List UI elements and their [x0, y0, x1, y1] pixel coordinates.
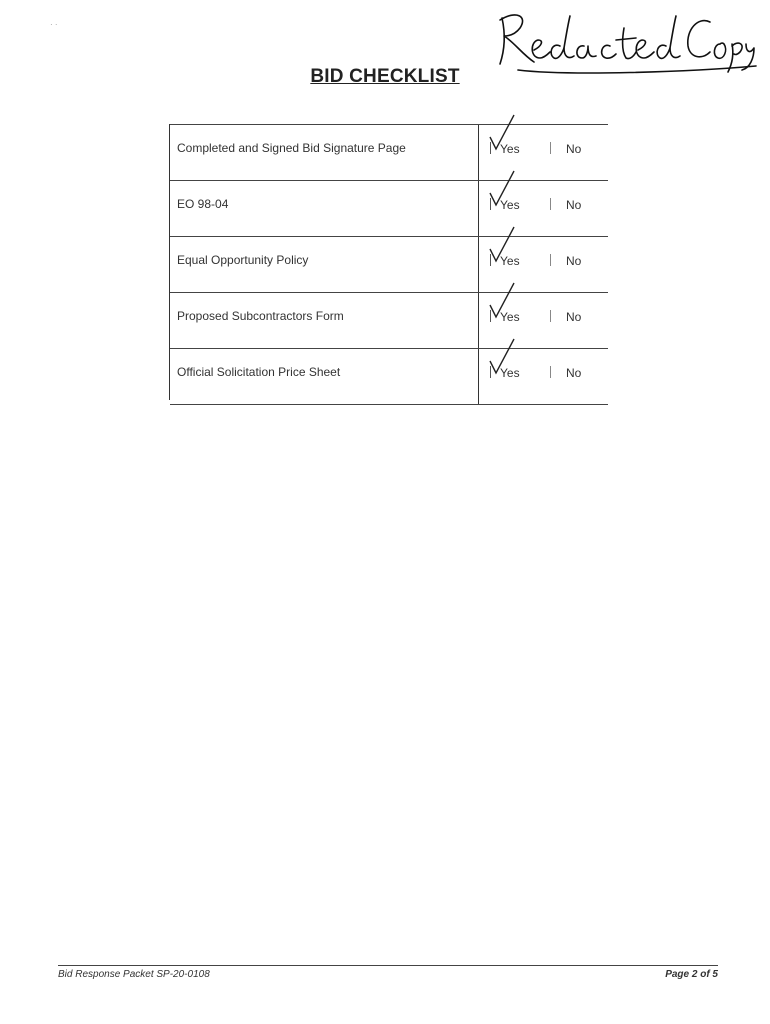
no-option-label: No [566, 366, 582, 380]
cell-divider [478, 181, 479, 236]
checklist-row [170, 348, 608, 405]
checklist-item-label: Official Solicitation Price Sheet [177, 365, 341, 379]
no-option-label: No [566, 254, 582, 268]
yes-checkbox[interactable] [490, 366, 499, 378]
no-checkbox[interactable] [550, 198, 559, 210]
yes-option-label: Yes [500, 366, 520, 380]
cell-divider [478, 349, 479, 404]
footer-page-number: Page 2 of 5 [665, 969, 718, 980]
yes-option-label: Yes [500, 142, 520, 156]
checklist-item-label: Equal Opportunity Policy [177, 253, 309, 267]
cell-divider [478, 293, 479, 348]
yes-option-label: Yes [500, 254, 520, 268]
footer-document-id: Bid Response Packet SP-20-0108 [58, 969, 210, 980]
yes-checkbox[interactable] [490, 254, 499, 266]
no-checkbox[interactable] [550, 310, 559, 322]
yes-checkbox[interactable] [490, 142, 499, 154]
checklist-item-label: EO 98-04 [177, 197, 229, 211]
footer-divider [58, 965, 718, 966]
checklist-item-label: Completed and Signed Bid Signature Page [177, 141, 406, 155]
no-option-label: No [566, 198, 582, 212]
no-option-label: No [566, 142, 582, 156]
no-checkbox[interactable] [550, 254, 559, 266]
redacted-copy-handwriting [488, 6, 760, 72]
yes-checkbox[interactable] [490, 198, 499, 210]
checklist-row [170, 236, 608, 292]
checklist-row [170, 180, 608, 236]
handwritten-stamp-icon [488, 6, 760, 72]
yes-option-label: Yes [500, 310, 520, 324]
cell-divider [478, 237, 479, 292]
yes-checkbox[interactable] [490, 310, 499, 322]
checklist-table [169, 124, 608, 400]
cell-divider [478, 125, 479, 180]
checklist-row [170, 124, 608, 180]
no-checkbox[interactable] [550, 366, 559, 378]
no-option-label: No [566, 310, 582, 324]
scan-artifact: · · [50, 20, 58, 29]
checklist-row [170, 292, 608, 348]
page-title: BID CHECKLIST [310, 66, 460, 87]
yes-option-label: Yes [500, 198, 520, 212]
no-checkbox[interactable] [550, 142, 559, 154]
checklist-item-label: Proposed Subcontractors Form [177, 309, 344, 323]
